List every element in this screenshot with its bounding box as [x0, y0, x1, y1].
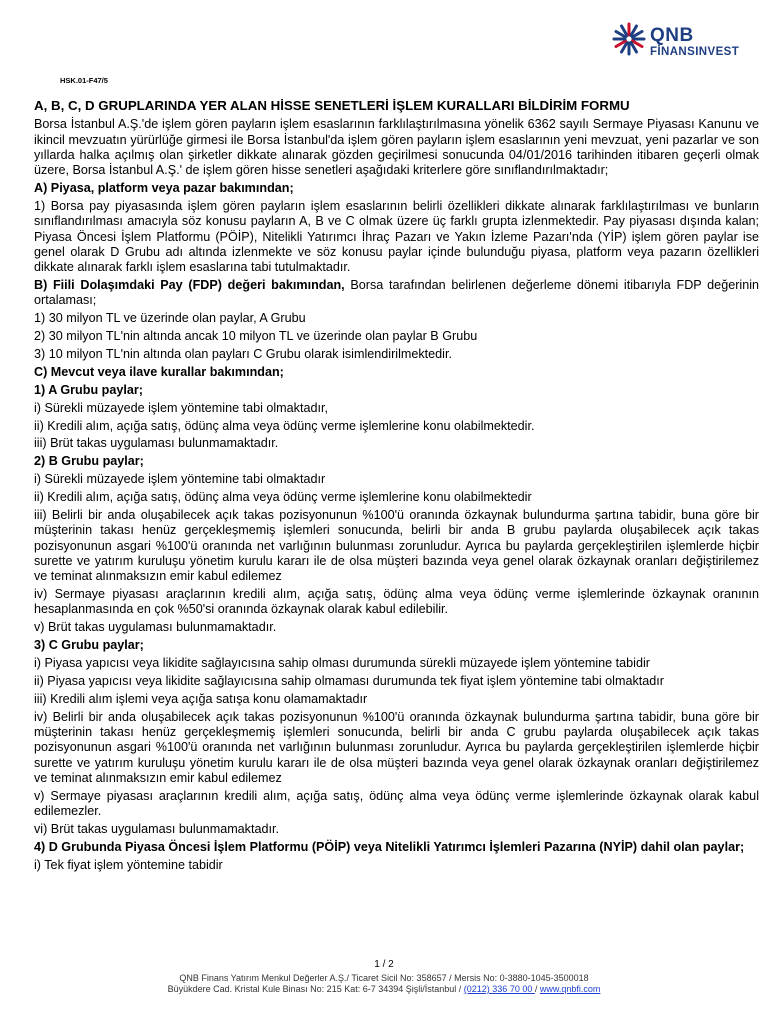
footer-phone-link[interactable]: (0212) 336 70 00 — [463, 984, 535, 994]
group-b-list — [34, 472, 759, 635]
section-b-heading: B) Fiili Dolaşımdaki Pay (FDP) değeri bakımından, — [34, 278, 345, 293]
section-a-text: 1) Borsa pay piyasasında işlem gören payların işlem esaslarının belirli özellikleri dikkate alınarak farklılaştırılması ve bunların sınıflandırılması amacıyla söz konusu payların A, B ve C olmak üzere üç farklı grupta izlenmektedir. Pay piyasası dışında kalan; Piyasa Öncesi İşlem Platformu (PÖİP), Nitelikli Yatırımcı İhraç Pazarı ve Yakın İzleme Pazarı'nda (YİP) işlem gören paylar ise genel olarak D Grubu adı altında izlenmekte ve söz konusu paylar içinde bulunduğu piyasa, platform veya pazarın özellikleri dikkate alınarak farklı işlem esaslarına tabi tutulmaktadır. — [34, 198, 759, 275]
list-item: ii) Kredili alım, açığa satış, ödünç alma veya ödünç verme işlemlerine konu olabilmektedir — [34, 490, 532, 505]
section-b-list — [34, 311, 759, 362]
list-item: i) Tek fiyat işlem yöntemine tabidir — [34, 857, 223, 872]
list-item: 3) 10 milyon TL'nin altında olan payları C Grubu olarak isimlendirilmektedir. — [34, 347, 452, 362]
list-item: iii) Brüt takas uygulaması bulunmamaktadır. — [34, 436, 279, 451]
group-b-heading: 2) B Grubu paylar; — [34, 454, 144, 469]
footer-separator: / — [534, 984, 540, 994]
group-a-list — [34, 401, 759, 452]
list-item: 2) 30 milyon TL'nin altında ancak 10 milyon TL ve üzerinde olan paylar B Grubu — [34, 329, 478, 344]
footer-address: Büyükdere Cad. Kristal Kule Binası No: 215 Kat: 6-7 34394 Şişli/İstanbul / — [167, 984, 464, 994]
list-item: i) Sürekli müzayede işlem yöntemine tabi olmaktadır — [34, 472, 326, 487]
footer-address-line — [0, 984, 768, 996]
logo-wordmark — [650, 26, 739, 59]
list-item: ii) Piyasa yapıcısı veya likidite sağlayıcısına sahip olmaması durumunda tek fiyat işlem yöntemine tabi olmaktadır — [34, 673, 664, 688]
footer-website-link[interactable]: www.qnbfi.com — [539, 984, 601, 994]
document-code: HSK.01-F47/5 — [60, 76, 108, 85]
document-body — [34, 98, 759, 876]
list-item: ii) Kredili alım, açığa satış, ödünç alma veya ödünç verme işlemlerine konu olabilmektedir. — [34, 418, 535, 433]
page-footer — [0, 959, 768, 996]
list-item: i) Piyasa yapıcısı veya likidite sağlayıcısına sahip olması durumunda sürekli müzayede işlem yöntemine tabidir — [34, 656, 650, 671]
list-item: iv) Belirli bir anda oluşabilecek açık takas pozisyonunun %100'ü oranında özkaynak bulundurma şartına tabidir, buna göre bir müşterinin takası henüz gerçekleşmemiş işlemleri sonucunda, belirli bir anda C grubu paylarda oluşabilecek açık takas pozisyonunun asgari %100'ü oranında net varlığının bulunması zorunludur. Ayrıca bu paylarda gerçekleştirilen işlemlerde hiçbir surette ve yatırım kuruluşu yönetim kurulu kararı ile de olsa müşteri bazında veya genel olarak özkaynak oranları değiştirilemez ve teminat alınmaksızın emir kabul edilemez — [34, 709, 759, 785]
list-item: iv) Sermaye piyasası araçlarının kredili alım, açığa satış, ödünç alma veya ödünç verme işlemlerinde özkaynak oranının hesaplanmasında en çok %50'si oranında özkaynak olarak kabul edilebilir. — [34, 587, 759, 617]
list-item: iii) Kredili alım işlemi veya açığa satışa konu olamamaktadır — [34, 691, 368, 706]
list-item: v) Sermaye piyasası araçlarının kredili alım, açığa satış, ödünç alma veya ödünç verme işlemlerinde özkaynak olarak kabul edilemezler. — [34, 788, 759, 819]
intro-paragraph: Borsa İstanbul A.Ş.'de işlem gören payların işlem esaslarının farklılaştırılmasına yönelik 6362 sayılı Sermaye Piyasası Kanunu ve ikincil mevzuatın yürürlüğe girmesi ile Borsa İstanbul'da işlem gören payların işlem esaslarının yeni mevzuat, yeni pazarlar ve son yıllarda halka açılmış olan şirketler dikkate alınarak gözden geçirilmesi sonucunda 04/01/2016 tarihinden itibaren geçerli olmak üzere, Borsa İstanbul A.Ş.' de işlem gören hisse senetleri aşağıdaki kriterlere göre sınıflandırılmaktadır; — [34, 117, 759, 178]
company-logo — [612, 22, 762, 62]
list-item: v) Brüt takas uygulaması bulunmamaktadır. — [34, 620, 277, 635]
group-a-heading: 1) A Grubu paylar; — [34, 382, 143, 397]
group-d-list — [34, 858, 759, 873]
logo-star-icon — [612, 22, 646, 56]
page-number: 1 / 2 — [374, 959, 394, 970]
list-item: iii) Belirli bir anda oluşabilecek açık takas pozisyonunun %100'ü oranında özkaynak bulundurma şartına tabidir, buna göre bir müşterinin takası henüz gerçekleşmemiş işlemleri sonucunda, belirli bir anda B grubu paylarda oluşabilecek açık takas pozisyonunun asgari %100'ü oranında net varlığının bulunması zorunludur. Ayrıca bu paylarda gerçekleştirilen işlemlerde hiçbir surette ve yatırım kuruluşu yönetim kurulu kararı ile de olsa müşteri bazında veya genel olarak özkaynak oranları değiştirilemez ve teminat alınmaksızın emir kabul edilemez — [34, 508, 759, 584]
group-d-heading: 4) D Grubunda Piyasa Öncesi İşlem Platformu (PÖİP) veya Nitelikli Yatırımcı İşlemleri Pazarına (NYİP) dahil olan paylar; — [34, 839, 745, 854]
list-item: vi) Brüt takas uygulaması bulunmamaktadır. — [34, 822, 279, 837]
group-c-list — [34, 656, 759, 837]
section-c-heading: C) Mevcut veya ilave kurallar bakımından; — [34, 364, 284, 379]
section-b-text: Borsa tarafından belirlenen değerleme dönemi itibarıyla FDP değerinin ortalaması; — [34, 278, 759, 308]
logo-qnb: QNB — [650, 25, 694, 46]
group-c-heading: 3) C Grubu paylar; — [34, 638, 144, 653]
list-item: i) Sürekli müzayede işlem yöntemine tabi olmaktadır, — [34, 400, 328, 415]
section-b-paragraph — [34, 278, 759, 309]
document-title: A, B, C, D GRUPLARINDA YER ALAN HİSSE SENETLERİ İŞLEM KURALLARI BİLDİRİM FORMU — [34, 98, 630, 113]
list-item: 1) 30 milyon TL ve üzerinde olan paylar, A Grubu — [34, 311, 306, 326]
section-a-heading: A) Piyasa, platform veya pazar bakımından; — [34, 181, 294, 196]
footer-company-line: QNB Finans Yatırım Menkul Değerler A.Ş./ Ticaret Sicil No: 358657 / Mersis No: 0-3880-1045-3500018 — [179, 972, 589, 983]
logo-finansinvest: FİNANSINVEST — [650, 46, 740, 58]
